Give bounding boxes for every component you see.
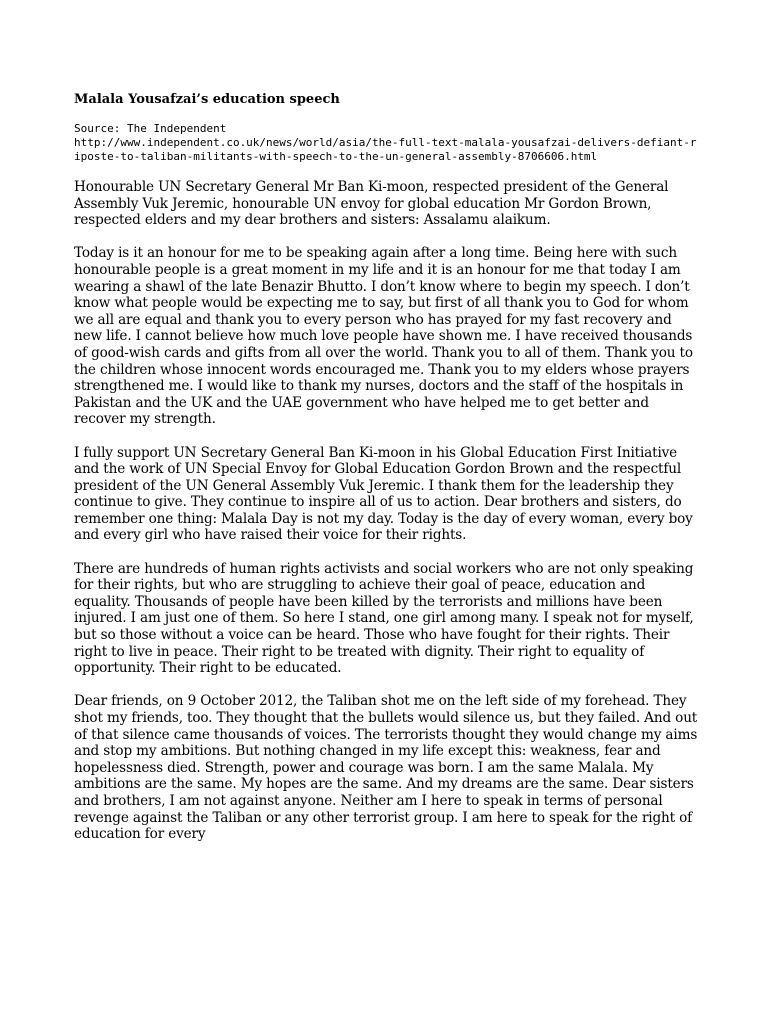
paragraph-dear-friends: Dear friends, on 9 October 2012, the Taliban shot me on the left side of my forehead. They shot my friends, too. They thought that the bullets would silence us, but they failed. And out of that silence came thousands of voices. The terrorists thought they would change my aims and stop my ambitions. But nothing changed in my life except this: weakness, fear and hopelessness died. Strength, power and courage was born. I am the same Malala. My ambitions are the same. My hopes are the same. And my dreams are the same. Dear sisters and brothers, I am not against anyone. Neither am I here to speak in terms of personal revenge against the Taliban or any other terrorist group. I am here to speak for the right of education for every	[74, 693, 698, 843]
source-url: http://www.independent.co.uk/news/world/asia/the-full-text-malala-yousafzai-delivers-defiant-riposte-to-taliban-militants-with-speech-to-the-un-general-assembly-8706606.html	[74, 136, 697, 163]
paragraph-support: I fully support UN Secretary General Ban Ki-moon in his Global Education First Initiative and the work of UN Special Envoy for Global Education Gordon Brown and the respectful president of the UN General Assembly Vuk Jeremic. I thank them for the leadership they continue to give. They continue to inspire all of us to action. Dear brothers and sisters, do remember one thing: Malala Day is not my day. Today is the day of every woman, every boy and every girl who have raised their voice for their rights.	[74, 444, 693, 544]
paragraph-greeting: Honourable UN Secretary General Mr Ban Ki-moon, respected president of the General Assembly Vuk Jeremic, honourable UN envoy for global education Mr Gordon Brown, respected elders and my dear brothers and sisters: Assalamu alaikum.	[74, 179, 669, 229]
source-label: Source: The Independent	[74, 122, 227, 135]
source-block	[74, 122, 702, 164]
paragraph-activists: There are hundreds of human rights activists and social workers who are not only speaking for their rights, but who are struggling to achieve their goal of peace, education and equality. Thousands of people have been killed by the terrorists and millions have been injured. I am just one of them. So here I stand, one girl among many. I speak not for myself, but so those without a voice can be heard. Those who have fought for their rights. Their right to live in peace. Their right to be treated with dignity. Their right to equality of opportunity. Their right to be educated.	[74, 560, 694, 677]
document-title: Malala Yousafzai’s education speech	[74, 92, 340, 107]
paragraph-honour: Today is it an honour for me to be speaking again after a long time. Being here with such honourable people is a great moment in my life and it is an honour for me that today I am wearing a shawl of the late Benazir Bhutto. I don’t know where to begin my speech. I don’t know what people would be expecting me to say, but first of all thank you to God for whom we all are equal and thank you to every person who has prayed for my fast recovery and new life. I cannot believe how much love people have shown me. I have received thousands of good-wish cards and gifts from all over the world. Thank you to all of them. Thank you to the children whose innocent words encouraged me. Thank you to my elders whose prayers strengthened me. I would like to thank my nurses, doctors and the staff of the hospitals in Pakistan and the UK and the UAE government who have helped me to get better and recover my strength.	[74, 245, 693, 428]
